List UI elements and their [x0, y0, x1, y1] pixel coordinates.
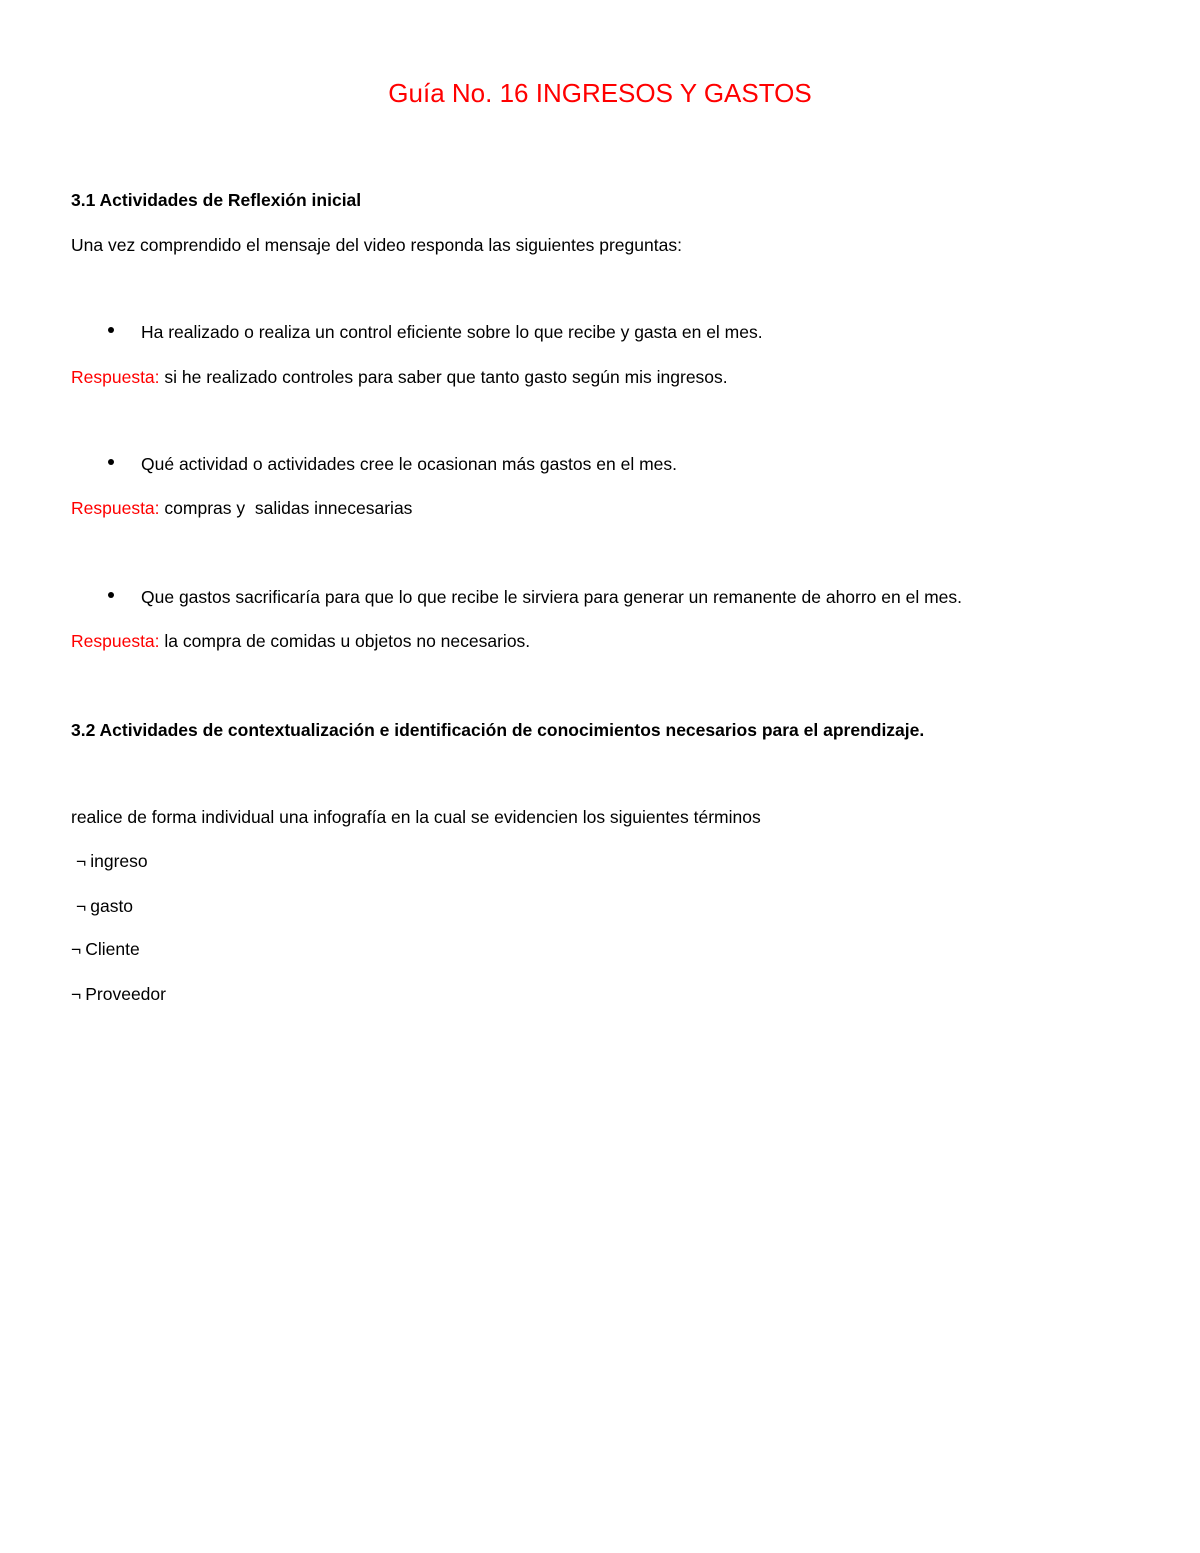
answer-item-2	[71, 496, 412, 520]
not-sign-icon: ¬	[76, 896, 87, 916]
answer-text: si he realizado controles para saber que tanto gasto según mis ingresos.	[164, 367, 728, 387]
section-heading-3-1: 3.1 Actividades de Reflexión inicial	[71, 190, 362, 210]
section-heading-3-2: 3.2 Actividades de contextualización e identificación de conocimientos necesarios para el aprendizaje.	[71, 720, 925, 740]
question-text: Qué actividad o actividades cree le ocasionan más gastos en el mes.	[141, 454, 677, 474]
bullet-icon	[108, 592, 114, 598]
term-item-3	[71, 937, 140, 961]
term-item-4	[71, 982, 166, 1006]
section-intro-3-2: realice de forma individual una infografía en la cual se evidencien los siguientes términos	[71, 807, 761, 827]
question-item-2	[108, 452, 677, 476]
question-text: Que gastos sacrificaría para que lo que recibe le sirviera para generar un remanente de ahorro en el mes.	[141, 587, 963, 607]
question-text: Ha realizado o realiza un control eficiente sobre lo que recibe y gasta en el mes.	[141, 322, 763, 342]
answer-item-1	[71, 365, 728, 389]
term-item-2	[76, 894, 133, 918]
term-item-1	[76, 849, 148, 873]
term-text: Cliente	[85, 939, 140, 959]
not-sign-icon: ¬	[76, 851, 87, 871]
answer-label: Respuesta:	[71, 498, 160, 518]
term-text: gasto	[90, 896, 134, 916]
answer-text: compras y salidas innecesarias	[164, 498, 413, 518]
answer-text: la compra de comidas u objetos no necesarios.	[164, 631, 531, 651]
bullet-icon	[108, 327, 114, 333]
not-sign-icon: ¬	[71, 984, 82, 1004]
answer-item-3	[71, 629, 530, 653]
term-text: ingreso	[90, 851, 148, 871]
term-text: Proveedor	[85, 984, 166, 1004]
page-title: Guía No. 16 INGRESOS Y GASTOS	[388, 78, 812, 108]
not-sign-icon: ¬	[71, 939, 82, 959]
answer-label: Respuesta:	[71, 367, 160, 387]
question-item-3	[108, 585, 962, 609]
question-item-1	[108, 320, 763, 344]
answer-label: Respuesta:	[71, 631, 160, 651]
bullet-icon	[108, 459, 114, 465]
section-intro-3-1: Una vez comprendido el mensaje del video responda las siguientes preguntas:	[71, 235, 682, 255]
